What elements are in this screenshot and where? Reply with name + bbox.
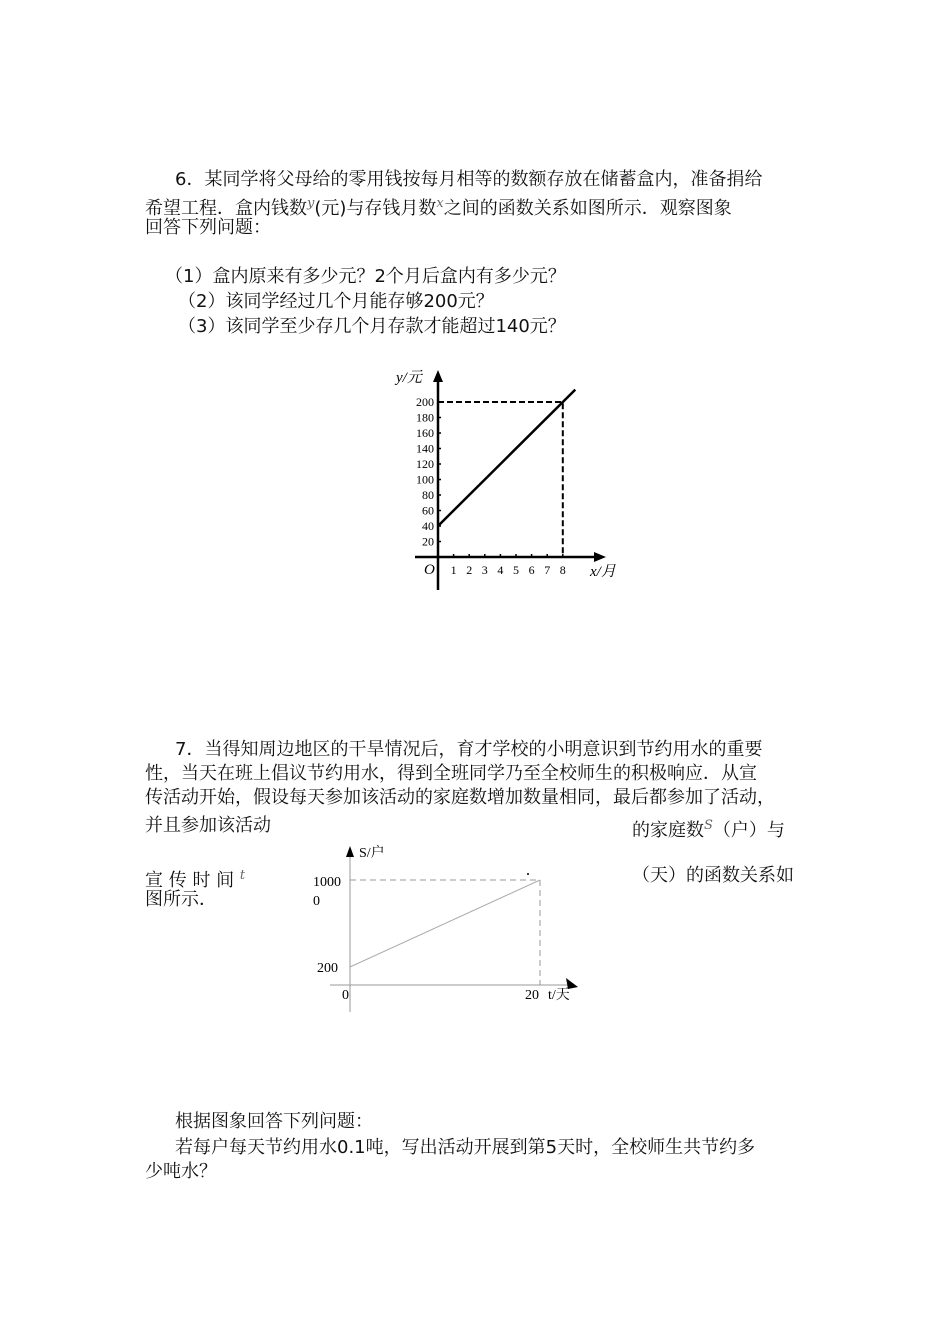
q6-line-1: 6．某同学将父母给的零用钱按每月相等的数额存放在储蓄盒内，准备捐给 (175, 169, 763, 190)
q7-question-line-1: 若每户每天节约用水0.1吨，写出活动开展到第5天时，全校师生共节约多 (175, 1137, 756, 1158)
stray-dot (527, 873, 529, 875)
y-tick-label-overflow: 0 (313, 894, 320, 909)
x-tick-label: 4 (497, 563, 504, 577)
q6-line-2a: 希望工程．盒内钱数 (145, 198, 307, 219)
y-tick-label: 20 (422, 534, 434, 549)
q7-line-1: 7．当得知周边地区的干旱情况后，育才学校的小明意识到节约用水的重要 (175, 739, 763, 760)
q7-line-4b-text: 的家庭数 (632, 820, 704, 841)
var-t: t (239, 868, 246, 883)
y-axis-arrow (433, 370, 443, 382)
y-tick-label: 180 (416, 410, 434, 425)
x-axis-label: x/月 (590, 564, 616, 580)
x-axis-label: t/天 (548, 988, 570, 1003)
y-tick-label: 200 (317, 961, 338, 976)
series-line (438, 390, 575, 526)
y-tick-label: 60 (422, 503, 434, 518)
y-tick-label: 100 (416, 472, 434, 487)
q7-line-2: 性，当天在班上倡议节约用水，得到全班同学乃至全校师生的积极响应．从宣 (145, 763, 757, 784)
y-tick-label: 40 (422, 519, 434, 533)
y-tick-label: 80 (422, 488, 434, 502)
q7-line-5a-text: 宣 传 时 间 (145, 870, 235, 891)
series-line (350, 880, 540, 967)
x-tick-label: 5 (513, 563, 519, 577)
reference-dashed-lines (350, 880, 540, 985)
y-axis-arrow (346, 846, 354, 857)
var-s: S (704, 818, 713, 833)
y-tick-label: 140 (416, 441, 434, 456)
y-axis-label: y/元 (396, 370, 422, 386)
x-tick-label: 1 (450, 563, 457, 577)
q7-line-5b: （天）的函数关系如 (632, 865, 794, 886)
y-tick-label: 1000 (313, 875, 341, 890)
reference-dashed-lines (438, 402, 563, 557)
q6-line-2b: (元)与存钱月数 (314, 198, 437, 219)
y-tick-label: 120 (416, 457, 434, 471)
q7-line-6: 图所示． (145, 889, 217, 910)
x-tick-label: 6 (528, 563, 535, 577)
x-tick-label: 8 (559, 563, 566, 577)
q6-sub-2: （2）该同学经过几个月能存够200元？ (178, 291, 494, 312)
q7-question-intro: 根据图象回答下列问题： (175, 1111, 373, 1132)
q6-line-3: 回答下列问题： (145, 217, 271, 238)
y-axis-label: S/户 (359, 846, 385, 861)
x-tick-label: 7 (544, 563, 551, 577)
y-tick-label: 160 (416, 426, 434, 440)
q7-line-3: 传活动开始，假设每天参加该活动的家庭数增加数量相同，最后都参加了活动， (145, 787, 775, 808)
q6-sub-3: （3）该同学至少存几个月存款才能超过140元？ (178, 316, 566, 337)
origin-label: O (424, 562, 435, 578)
x-axis-arrow (594, 552, 606, 562)
x-tick-label: 20 (525, 988, 539, 1003)
q6-sub-1: （1）盒内原来有多少元？2个月后盒内有多少元？ (165, 266, 566, 287)
q7-line-4a: 并且参加该活动 (145, 815, 271, 836)
q7-line-4c-text: （户）与 (712, 820, 785, 841)
var-y: y (307, 196, 315, 211)
y-tick-label: 200 (416, 395, 434, 409)
var-x: x (436, 196, 444, 211)
q7-question-line-2: 少吨水？ (145, 1161, 217, 1182)
x-tick-label: 3 (481, 563, 488, 577)
q6-line-2c: 之间的函数关系如图所示．观察图象 (443, 198, 732, 219)
origin-label: 0 (342, 988, 349, 1003)
x-tick-label: 2 (466, 563, 473, 577)
